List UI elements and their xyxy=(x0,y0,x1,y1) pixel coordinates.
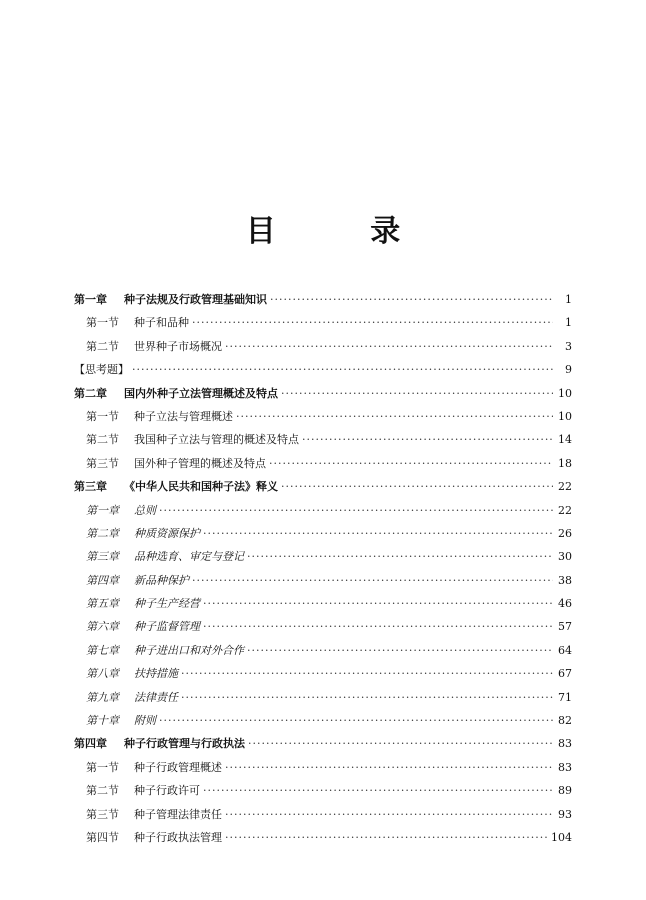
toc-entry-label: 种质资源保护 xyxy=(134,526,200,540)
toc-entry-page: 22 xyxy=(558,480,572,494)
toc-entry xyxy=(74,475,572,498)
dot-leader xyxy=(247,639,553,662)
toc-entry-page: 38 xyxy=(558,573,572,587)
toc-entry-label: 种子法规及行政管理基础知识 xyxy=(124,293,267,306)
toc-entry-number: 第四节 xyxy=(86,830,119,844)
toc-entry-label: 种子监督管理 xyxy=(134,620,200,634)
dot-leader xyxy=(302,428,553,451)
toc-entry xyxy=(74,358,572,381)
toc-entry-label: 种子行政执法管理 xyxy=(134,830,222,844)
toc-entry-number: 第十章 xyxy=(86,714,119,728)
dot-leader xyxy=(203,779,553,802)
toc-entry-page: 104 xyxy=(551,830,572,844)
dot-leader xyxy=(248,732,553,755)
toc-entry xyxy=(74,545,572,568)
toc-entry-label: 总则 xyxy=(134,503,156,517)
dot-leader xyxy=(247,545,553,568)
toc-entry-page: 18 xyxy=(558,456,572,470)
toc-entry-number: 第三节 xyxy=(86,456,119,470)
dot-leader xyxy=(225,335,553,358)
toc-entry-label: 种子和品种 xyxy=(134,316,189,330)
toc-entry xyxy=(74,382,572,405)
toc-entry-number: 第四章 xyxy=(74,737,107,751)
toc-entry-label: 世界种子市场概况 xyxy=(134,339,222,353)
toc-entry xyxy=(74,686,572,709)
toc-entry-page: 83 xyxy=(558,760,572,774)
toc-entry-page: 1 xyxy=(565,293,572,306)
toc-entry xyxy=(74,826,572,849)
toc-entry-number: 第一节 xyxy=(86,409,119,423)
toc-entry-number: 第七章 xyxy=(86,643,119,657)
dot-leader xyxy=(236,405,553,428)
toc-entry-page: 1 xyxy=(565,316,572,330)
toc-entry-number: 第六章 xyxy=(86,620,119,634)
dot-leader xyxy=(269,452,553,475)
toc-entry-page: 71 xyxy=(558,690,572,704)
toc-entry-label: 扶持措施 xyxy=(134,667,178,681)
toc-entry-label: 种子立法与管理概述 xyxy=(134,409,233,423)
toc-entry xyxy=(74,756,572,779)
toc-entry-number: 第九章 xyxy=(86,690,119,704)
toc-entry-number: 第二节 xyxy=(86,339,119,353)
dot-leader xyxy=(159,709,553,732)
dot-leader xyxy=(132,358,553,381)
toc-entry-label: 国内外种子立法管理概述及特点 xyxy=(124,386,278,400)
dot-leader xyxy=(270,288,553,311)
toc-entry xyxy=(74,662,572,685)
dot-leader xyxy=(281,475,553,498)
toc-entry-number: 第二节 xyxy=(86,784,119,798)
dot-leader xyxy=(181,686,553,709)
toc-entry xyxy=(74,452,572,475)
toc-entry-page: 10 xyxy=(558,386,572,400)
toc-entry-page: 82 xyxy=(558,714,572,728)
toc-entry xyxy=(74,803,572,826)
dot-leader xyxy=(203,615,553,638)
toc-entry-page: 9 xyxy=(565,363,572,377)
toc-entry xyxy=(74,428,572,451)
toc-entry-number: 第四章 xyxy=(86,573,119,587)
toc-entry-label: 附则 xyxy=(134,714,156,728)
toc-entry-page: 83 xyxy=(558,737,572,751)
toc-entry-number: 第二节 xyxy=(86,433,119,447)
toc-entry-page: 89 xyxy=(558,784,572,798)
dot-leader xyxy=(203,522,553,545)
dot-leader xyxy=(225,756,553,779)
toc-entry-label: 种子进出口和对外合作 xyxy=(134,643,244,657)
toc-entry-number: 第五章 xyxy=(86,597,119,611)
toc-entry xyxy=(74,499,572,522)
toc-entry-page: 22 xyxy=(558,503,572,517)
toc-entry-page: 14 xyxy=(558,433,572,447)
toc-entry-number: 第一节 xyxy=(86,760,119,774)
toc-entry-page: 3 xyxy=(565,339,572,353)
toc-entry-label: 种子生产经营 xyxy=(134,597,200,611)
page-title: 目 录 xyxy=(245,214,443,249)
toc-entry-number: 第二章 xyxy=(74,386,107,400)
toc-entry xyxy=(74,592,572,615)
dot-leader xyxy=(181,662,553,685)
toc-entry-label: 种子行政许可 xyxy=(134,784,200,798)
toc-entry xyxy=(74,335,572,358)
toc-entry xyxy=(74,405,572,428)
toc-entry-label: 法律责任 xyxy=(134,690,178,704)
toc-entry xyxy=(74,709,572,732)
toc-entry-page: 64 xyxy=(558,643,572,657)
table-of-contents xyxy=(74,288,572,849)
toc-entry-page: 67 xyxy=(558,667,572,681)
toc-entry-number: 第八章 xyxy=(86,667,119,681)
toc-entry-label: 我国种子立法与管理的概述及特点 xyxy=(134,433,299,447)
toc-entry-number: 第一章 xyxy=(74,293,107,306)
dot-leader xyxy=(159,499,553,522)
toc-entry-label: 新品种保护 xyxy=(134,573,189,587)
toc-entry-number: 第一节 xyxy=(86,316,119,330)
toc-entry xyxy=(74,311,572,334)
toc-entry-label: 种子行政管理概述 xyxy=(134,760,222,774)
toc-entry-label: 品种选育、审定与登记 xyxy=(134,550,244,564)
toc-entry-page: 26 xyxy=(558,526,572,540)
toc-entry xyxy=(74,569,572,592)
toc-entry-page: 30 xyxy=(558,550,572,564)
toc-entry-page: 46 xyxy=(558,597,572,611)
toc-entry xyxy=(74,779,572,802)
dot-leader xyxy=(192,569,553,592)
toc-entry-number: 第二章 xyxy=(86,526,119,540)
toc-entry-number: 第三节 xyxy=(86,807,119,821)
toc-entry xyxy=(74,288,572,311)
toc-entry-number: 第一章 xyxy=(86,503,119,517)
toc-entry xyxy=(74,522,572,545)
toc-entry-page: 93 xyxy=(558,807,572,821)
toc-entry xyxy=(74,615,572,638)
toc-entry xyxy=(74,732,572,755)
dot-leader xyxy=(281,382,553,405)
toc-entry-label: 种子管理法律责任 xyxy=(134,807,222,821)
toc-entry-number: 第三章 xyxy=(86,550,119,564)
dot-leader xyxy=(225,803,553,826)
dot-leader xyxy=(225,826,548,849)
dot-leader xyxy=(203,592,553,615)
toc-entry-label: 国外种子管理的概述及特点 xyxy=(134,456,266,470)
dot-leader xyxy=(192,311,553,334)
toc-entry-number: 第三章 xyxy=(74,480,107,494)
toc-entry xyxy=(74,639,572,662)
toc-entry-label: 《中华人民共和国种子法》释义 xyxy=(124,480,278,494)
toc-entry-page: 10 xyxy=(558,409,572,423)
toc-entry-label: 种子行政管理与行政执法 xyxy=(124,737,245,751)
toc-entry-page: 57 xyxy=(558,620,572,634)
toc-entry-label: 【思考题】 xyxy=(74,363,129,377)
